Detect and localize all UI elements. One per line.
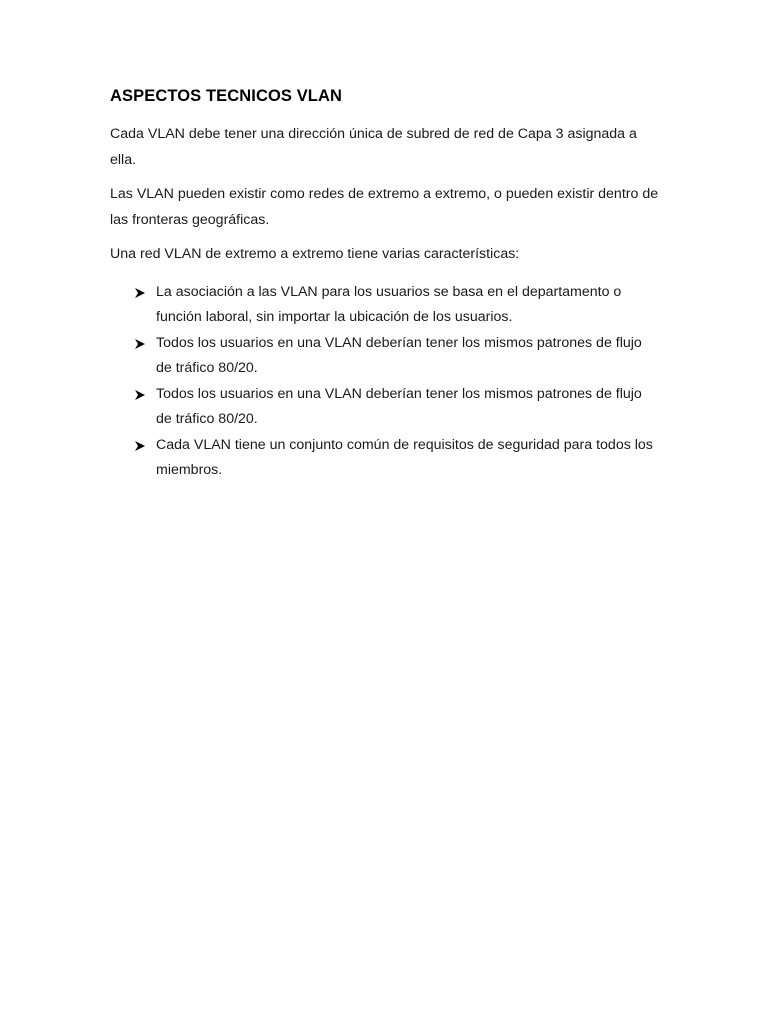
paragraph-characteristics-intro: Una red VLAN de extremo a extremo tiene varias características: [110,246,520,262]
list-item-text: Todos los usuarios en una VLAN deberían tener los mismos patrones de flujo de tráfico 80/20. [156,385,642,427]
paragraph-existence: Las VLAN pueden existir como redes de extremo a extremo, o pueden existir dentro de las fronteras geográficas. [110,186,659,228]
list-item [110,331,660,382]
arrowhead-bullet-icon [134,440,146,452]
characteristics-list [110,280,660,484]
list-item-text: La asociación a las VLAN para los usuarios se basa en el departamento o función laboral, sin importar la ubicación de los usuarios. [156,283,622,325]
paragraph-subnet: Cada VLAN debe tener una dirección única de subred de red de Capa 3 asignada a ella. [110,126,637,168]
list-item [110,433,660,484]
arrowhead-bullet-icon [134,338,146,350]
list-item-text: Cada VLAN tiene un conjunto común de requisitos de seguridad para todos los miembros. [156,436,653,478]
list-item [110,280,660,331]
list-item [110,382,660,433]
arrowhead-bullet-icon [134,389,146,401]
arrowhead-bullet-icon [134,287,146,299]
document-title: ASPECTOS TECNICOS VLAN [110,87,343,105]
list-item-text: Todos los usuarios en una VLAN deberían tener los mismos patrones de flujo de tráfico 80/20. [156,334,642,376]
document-page [110,84,660,484]
